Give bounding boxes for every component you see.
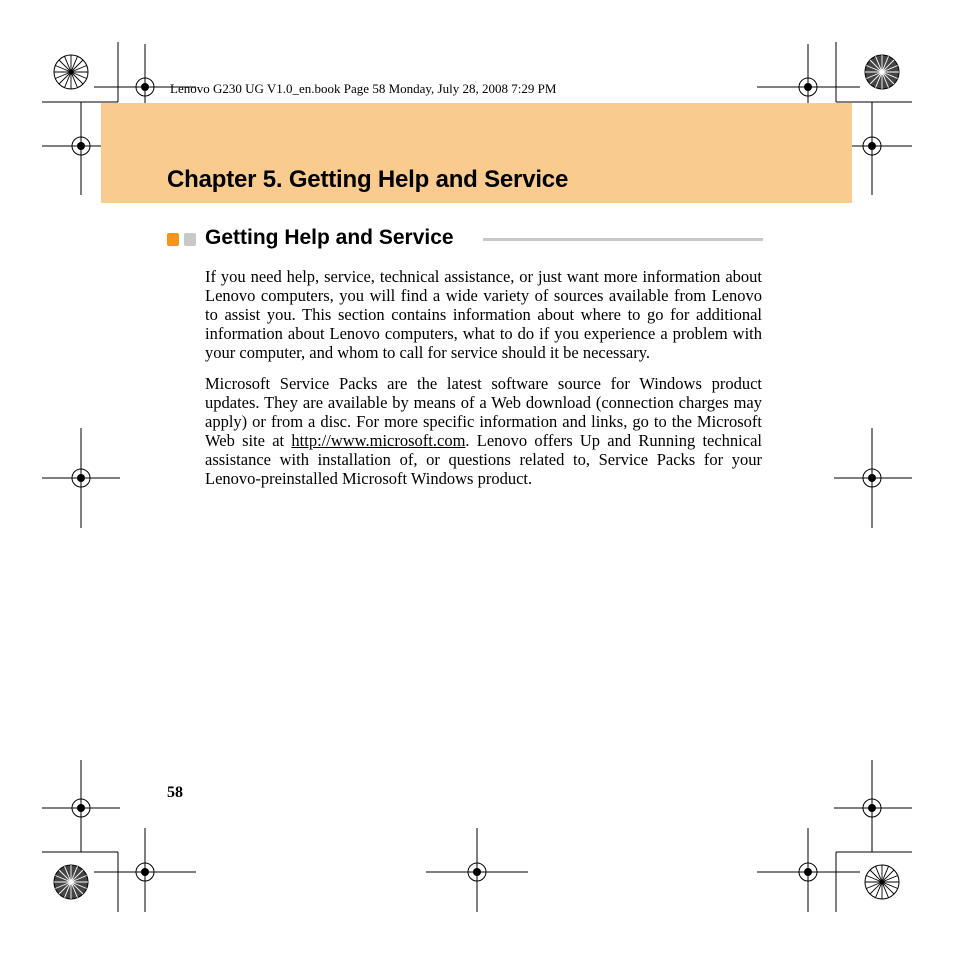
- gray-square-bullet-icon: [184, 233, 196, 246]
- orange-square-bullet-icon: [167, 233, 179, 246]
- section-divider: [483, 238, 763, 241]
- print-slug-info: Lenovo G230 UG V1.0_en.book Page 58 Monday, July 28, 2008 7:29 PM: [170, 81, 557, 96]
- section-title: Getting Help and Service: [205, 226, 460, 250]
- section-body: [205, 267, 762, 500]
- microsoft-website-link[interactable]: http://www.microsoft.com: [291, 431, 466, 450]
- color-target-icon: [865, 55, 899, 89]
- color-target-icon: [54, 865, 88, 899]
- paragraph-text: . Lenovo offers Up and Running technical assistance with installation of, or questions related to, Service Packs for your Lenovo-preinstalled Microsoft Windows product.: [205, 431, 762, 488]
- paragraph-text: Microsoft Service Packs are the latest software source for Windows product updates. They are available by means of a Web download (connection charges may apply) or from a disc. For more specific information and links, go to the Microsoft Web site at: [205, 374, 762, 450]
- color-target-icon: [865, 865, 899, 899]
- page-number: 58: [167, 784, 183, 801]
- paragraph-intro: If you need help, service, technical assistance, or just want more information about Lenovo computers, you will find a wide variety of sources available from Lenovo to assist you. This section contains information about where to go for additional information about Lenovo computers, what to do if you experience a problem with your computer, and whom to call for service should it be necessary.: [205, 267, 762, 362]
- chapter-title: Chapter 5. Getting Help and Service: [167, 166, 569, 193]
- color-target-icon: [54, 55, 88, 89]
- paragraph-service-packs: [205, 374, 762, 488]
- section-heading: [167, 226, 763, 254]
